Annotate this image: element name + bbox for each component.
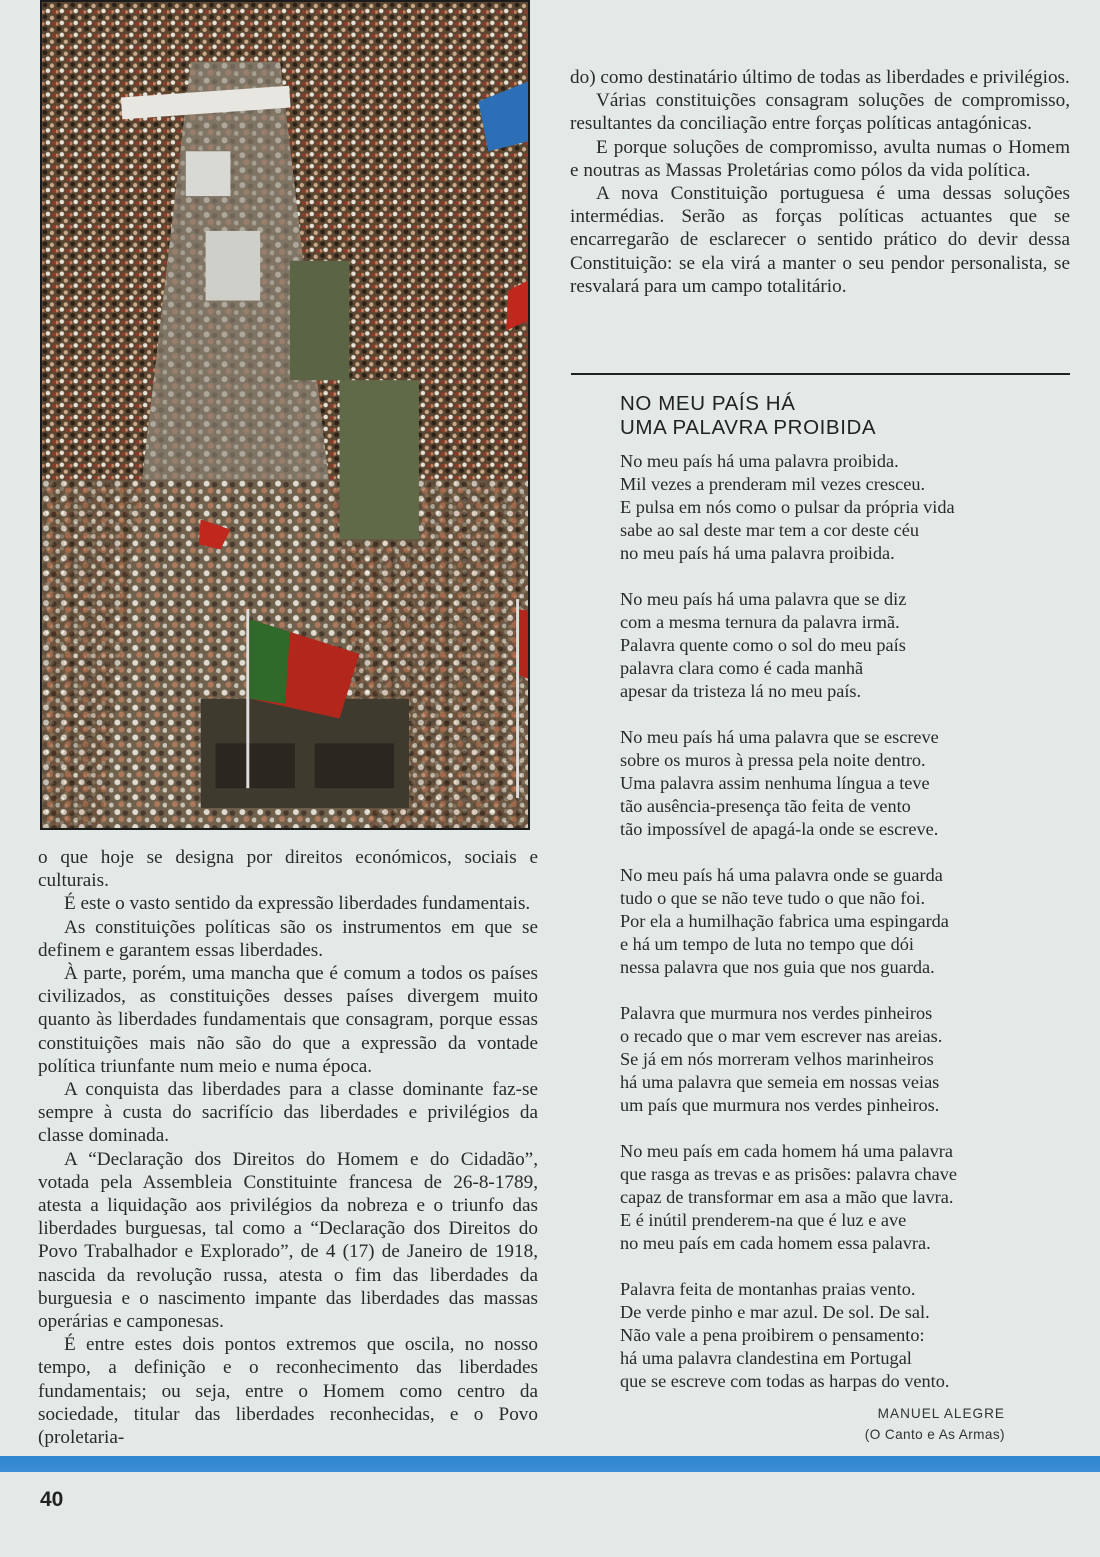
poem-line: Palavra que murmura nos verdes pinheiros (620, 1003, 933, 1023)
poem-line: há uma palavra clandestina em Portugal (620, 1348, 912, 1368)
poem-line: Palavra feita de montanhas praias vento. (620, 1279, 916, 1299)
poem-line: sabe ao sal deste mar tem a cor deste céu (620, 520, 919, 540)
poem-line: No meu país há uma palavra que se diz (620, 589, 907, 609)
page-number: 40 (40, 1488, 64, 1511)
article-paragraph: A nova Constituição portuguesa é uma dessas soluções intermédias. Serão as forças políticas actuantes que se encarregarão de esclarecer o sentido prático do devir dessa Constituição: se ela virá a manter o seu pendor personalista, se resvalará para um campo totalitário. (570, 183, 1070, 297)
article-paragraph: As constituições políticas são os instrumentos em que se definem e garantem essas liberdades. (38, 916, 538, 961)
left-article-column (38, 846, 538, 1449)
poem-line: Se já em nós morreram velhos marinheiros (620, 1049, 934, 1069)
article-paragraph: É este o vasto sentido da expressão liberdades fundamentais. (64, 893, 531, 915)
poem-title (620, 392, 1040, 440)
poem-line: que rasga as trevas e as prisões: palavra chave (620, 1164, 958, 1184)
poem-title-line: UMA PALAVRA PROIBIDA (620, 416, 877, 439)
article-paragraph: Várias constituições consagram soluções de compromisso, resultantes da conciliação entre forças políticas antagónicas. (570, 90, 1070, 135)
poem-line: que se escreve com todas as harpas do vento. (620, 1371, 950, 1391)
poem-line: há uma palavra que semeia em nossas veias (620, 1072, 940, 1092)
poem-line: No meu país há uma palavra onde se guarda (620, 865, 943, 885)
poem-stanza (620, 1002, 1060, 1117)
poem-line: no meu país há uma palavra proibida. (620, 543, 895, 563)
poem-stanza (620, 1140, 1060, 1255)
poem-author: MANUEL ALEGRE (877, 1406, 1005, 1421)
poem-source: (O Canto e As Armas) (864, 1427, 1005, 1442)
poem-line: no meu país em cada homem essa palavra. (620, 1233, 931, 1253)
poem-line: Não vale a pena proibirem o pensamento: (620, 1325, 925, 1345)
crowd-parade-photo (40, 0, 530, 830)
article-paragraph: o que hoje se designa por direitos económicos, sociais e culturais. (38, 847, 538, 892)
poem-line: Mil vezes a prenderam mil vezes cresceu. (620, 474, 926, 494)
article-paragraph: A “Declaração dos Direitos do Homem e do Cidadão”, votada pela Assembleia Constituinte francesa de 26-8-1789, atesta a liquidação aos privilégios da nobreza e o triunfo das liberdades burguesas, tal como a “Declaração dos Direitos do Povo Trabalhador e Explorado”, de 4 (17) de Janeiro de 1918, nascida da revolução russa, atesta o fim das liberdades da burguesia e o nascimento impante das liberdades das massas operárias e camponesas. (38, 1148, 538, 1333)
poem-stanza (620, 726, 1060, 841)
poem-title-line: NO MEU PAÍS HÁ (620, 392, 796, 415)
poem-stanza (620, 450, 1060, 565)
poem-line: E pulsa em nós como o pulsar da própria vida (620, 497, 955, 517)
poem-line: tão ausência-presença tão feita de vento (620, 796, 911, 816)
article-paragraph: do) como destinatário último de todas as liberdades e privilégios. (570, 67, 1070, 88)
poem-line: capaz de transformar em asa a mão que lavra. (620, 1187, 954, 1207)
poem-line: Por ela a humilhação fabrica uma espingarda (620, 911, 949, 931)
article-paragraph: É entre estes dois pontos extremos que oscila, no nosso tempo, a definição e o reconhecimento das liberdades fundamentais; ou seja, entre o Homem como centro da sociedade, titular das liberdades reconhecidas, e o Povo (proletaria- (38, 1334, 538, 1449)
right-article-column (570, 66, 1070, 298)
poem-body (620, 450, 1060, 1416)
article-paragraph: À parte, porém, uma mancha que é comum a todos os países civilizados, as constituições desses países divergem muito quanto às liberdades fundamentais que consagram, porque essas constituições mais não são do que a expressão da vontade política triunfante num meio e numa época. (38, 963, 538, 1077)
poem-line: No meu país há uma palavra proibida. (620, 451, 899, 471)
poem-line: e há um tempo de luta no tempo que dói (620, 934, 914, 954)
poem-line: De verde pinho e mar azul. De sol. De sal. (620, 1302, 930, 1322)
photo-illustration (42, 2, 528, 828)
poem-stanza (620, 864, 1060, 979)
poem-line: Palavra quente como o sol do meu país (620, 635, 906, 655)
article-paragraph: A conquista das liberdades para a classe dominante faz-se sempre à custa do sacrifício das liberdades e privilégios da classe dominada. (38, 1079, 538, 1147)
article-paragraph: E porque soluções de compromisso, avulta numas o Homem e noutras as Massas Proletárias como pólos da vida política. (570, 136, 1070, 181)
poem-line: um país que murmura nos verdes pinheiros. (620, 1095, 940, 1115)
poem-attribution (865, 1403, 1005, 1445)
poem-line: apesar da tristeza lá no meu país. (620, 681, 862, 701)
poem-line: o recado que o mar vem escrever nas areias. (620, 1026, 943, 1046)
poem-line: Uma palavra assim nenhuma língua a teve (620, 773, 930, 793)
poem-line: No meu país há uma palavra que se escreve (620, 727, 939, 747)
poem-line: E é inútil prenderem-na que é luz e ave (620, 1210, 907, 1230)
poem-line: tudo o que se não teve tudo o que não foi. (620, 888, 926, 908)
section-divider (571, 373, 1070, 375)
poem-line: tão impossível de apagá-la onde se escreve. (620, 819, 939, 839)
poem-line: com a mesma ternura da palavra irmã. (620, 612, 900, 632)
footer-accent-bar (0, 1456, 1100, 1472)
poem-line: sobre os muros à pressa pela noite dentro. (620, 750, 926, 770)
poem-line: palavra clara como é cada manhã (620, 658, 864, 678)
poem-stanza (620, 1278, 1060, 1393)
poem-line: nessa palavra que nos guia que nos guarda. (620, 957, 935, 977)
poem-line: No meu país em cada homem há uma palavra (620, 1141, 953, 1161)
poem-stanza (620, 588, 1060, 703)
